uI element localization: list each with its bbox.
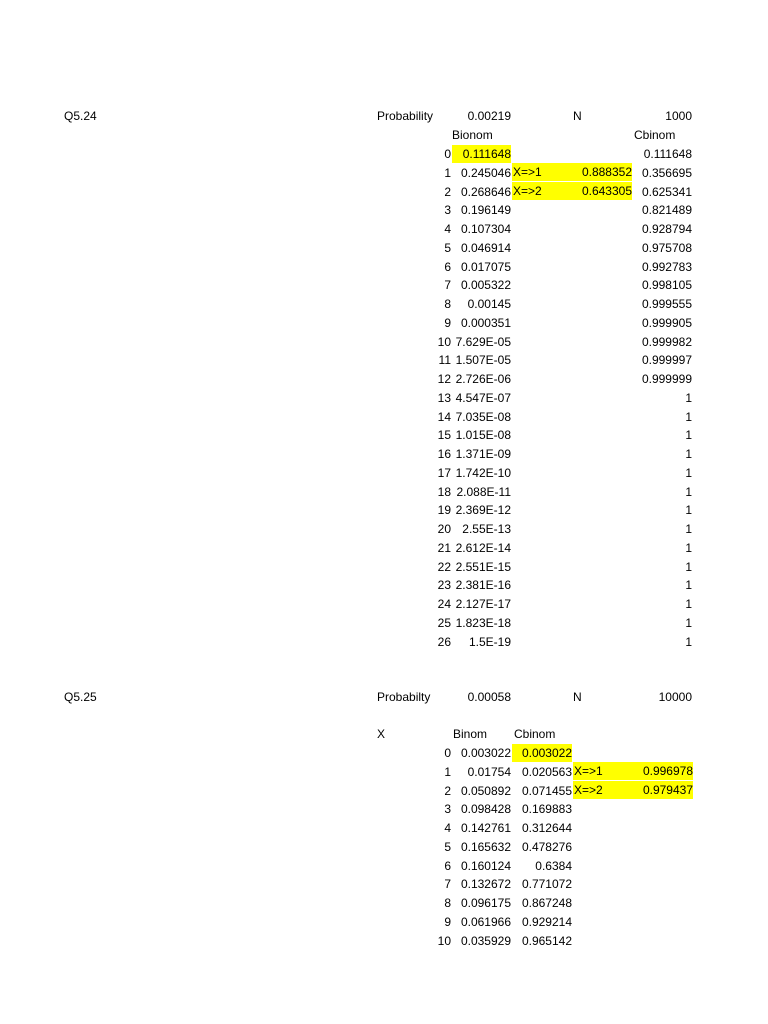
q524-row-binom: 0.107304 [460, 222, 511, 236]
q524-row-x: 15 [437, 428, 451, 443]
q524-row-binom: 0.111648 [452, 145, 511, 163]
q525-row-binom: 0.003022 [460, 746, 511, 760]
q524-row-cbinom: 0.992783 [641, 259, 692, 274]
q524-row-binom: 1.5E-19 [468, 634, 511, 649]
q524-row-x: 16 [437, 447, 451, 461]
q524-row-x: 20 [437, 522, 451, 536]
q524-probability-value: 0.00219 [467, 109, 511, 123]
q525-row-binom: 0.098428 [460, 802, 511, 817]
q524-row-cbinom: 0.999555 [641, 297, 692, 311]
q524-row-binom: 0.00145 [467, 297, 511, 311]
q524-row-x: 10 [437, 334, 451, 349]
q524-row-x: 2 [444, 184, 451, 199]
q525-row-binom: 0.160124 [460, 858, 511, 873]
q524-row-x: 9 [444, 315, 451, 330]
q525-row-x: 1 [444, 764, 451, 779]
q525-binom-header: Binom [453, 727, 488, 741]
q525-row-binom: 0.01754 [467, 764, 511, 779]
q524-row-binom: 2.726E-06 [455, 372, 511, 386]
q524-row-x: 0 [444, 147, 451, 161]
q524-row-binom: 2.381E-16 [455, 578, 511, 593]
q524-row-cbinom: 1 [685, 503, 692, 518]
q524-row-cbinom: 0.111648 [643, 147, 692, 161]
q525-cbinom-header: Cbinom [514, 727, 556, 741]
q524-row-binom: 1.507E-05 [455, 353, 511, 368]
q524-label: Q5.24 [64, 109, 97, 123]
q525-row-binom: 0.061966 [460, 914, 511, 929]
q524-row-x: 25 [437, 615, 451, 630]
q524-row-cbinom: 1 [685, 522, 692, 536]
q524-row-binom: 7.629E-05 [455, 334, 511, 349]
q525-row-cbinom: 0.169883 [521, 802, 572, 817]
q525-probability-value: 0.00058 [467, 690, 511, 704]
q525-probability-label: Probabilty [377, 690, 431, 704]
q524-row-x: 8 [444, 297, 451, 311]
q525-ge2-value: 0.979437 [632, 781, 693, 799]
q524-row-binom: 2.369E-12 [455, 503, 511, 518]
q525-row-cbinom: 0.6384 [535, 858, 572, 873]
q525-n-label: N [573, 690, 582, 704]
q525-row-x: 5 [444, 839, 451, 854]
q525-row-cbinom: 0.771072 [521, 877, 572, 892]
q524-row-cbinom: 1 [685, 484, 692, 499]
q524-row-x: 23 [437, 578, 451, 593]
q524-row-cbinom: 1 [685, 428, 692, 443]
q524-row-x: 22 [437, 559, 451, 574]
q525-ge1-value: 0.996978 [632, 762, 693, 780]
q524-row-x: 18 [437, 484, 451, 499]
q524-row-cbinom: 0.999905 [641, 315, 692, 330]
q524-row-x: 17 [437, 465, 451, 480]
q524-ge2-label: X=>2 [512, 182, 573, 200]
q524-row-cbinom: 0.999997 [641, 353, 692, 368]
q524-row-binom: 1.015E-08 [455, 428, 511, 443]
q525-n-value: 10000 [658, 690, 692, 704]
q524-row-cbinom: 0.821489 [641, 203, 692, 218]
q525-row-x: 8 [444, 896, 451, 910]
q525-row-x: 6 [444, 858, 451, 873]
q525-label: Q5.25 [64, 690, 97, 704]
q525-ge1-label: X=>1 [573, 762, 632, 780]
q524-row-x: 3 [444, 203, 451, 218]
q524-ge1-value: 0.888352 [573, 163, 632, 181]
q525-row-x: 0 [444, 746, 451, 760]
q524-row-binom: 1.823E-18 [455, 615, 511, 630]
q524-row-cbinom: 1 [685, 390, 692, 405]
q524-row-binom: 1.742E-10 [455, 465, 511, 480]
q525-row-binom: 0.132672 [460, 877, 511, 892]
q525-row-binom: 0.142761 [460, 821, 511, 835]
q524-row-cbinom: 1 [685, 409, 692, 424]
q524-row-binom: 7.035E-08 [455, 409, 511, 424]
q524-binom-header: Bionom [452, 128, 493, 142]
q525-row-cbinom: 0.071455 [521, 783, 572, 798]
q525-row-x: 2 [444, 783, 451, 798]
q524-ge2-value: 0.643305 [573, 182, 632, 200]
q525-row-x: 7 [444, 877, 451, 892]
q525-row-x: 10 [437, 933, 451, 948]
q524-row-binom: 0.245046 [460, 165, 511, 180]
q524-probability-label: Probability [377, 109, 434, 123]
q524-row-binom: 2.55E-13 [462, 522, 511, 536]
q525-row-cbinom: 0.929214 [521, 914, 572, 929]
q524-row-binom: 0.000351 [460, 315, 511, 330]
q524-row-cbinom: 0.625341 [641, 184, 692, 199]
q524-row-binom: 2.612E-14 [455, 540, 511, 555]
q524-row-binom: 0.196149 [460, 203, 511, 218]
q524-n-value: 1000 [665, 109, 692, 123]
q524-ge1-label: X=>1 [512, 163, 573, 181]
q525-x-header: X [377, 727, 386, 741]
q524-row-cbinom: 0.999982 [641, 334, 692, 349]
q524-row-x: 11 [438, 353, 451, 368]
q524-row-cbinom: 0.356695 [641, 165, 692, 180]
q525-row-x: 9 [444, 914, 451, 929]
q524-row-cbinom: 1 [685, 615, 692, 630]
q525-row-binom: 0.050892 [460, 783, 511, 798]
q524-row-cbinom: 0.928794 [641, 222, 692, 236]
q524-row-cbinom: 1 [685, 559, 692, 574]
q524-row-cbinom: 0.999999 [641, 372, 692, 386]
q525-row-cbinom: 0.020563 [521, 764, 572, 779]
q524-row-x: 5 [444, 240, 451, 255]
q524-row-binom: 2.127E-17 [455, 597, 511, 611]
q524-row-x: 19 [437, 503, 451, 518]
q525-row-cbinom: 0.965142 [521, 933, 572, 948]
q525-row-x: 4 [444, 821, 451, 835]
q524-row-x: 7 [444, 278, 451, 293]
q524-row-cbinom: 1 [685, 634, 692, 649]
q524-row-binom: 1.371E-09 [455, 447, 511, 461]
q524-n-label: N [573, 109, 582, 123]
q524-row-cbinom: 1 [685, 465, 692, 480]
q524-row-x: 14 [437, 409, 451, 424]
q524-row-binom: 2.088E-11 [456, 484, 511, 499]
q524-row-x: 1 [444, 165, 451, 180]
q525-row-binom: 0.165632 [460, 839, 511, 854]
q524-row-x: 13 [437, 390, 451, 405]
q524-row-x: 26 [437, 634, 451, 649]
q524-row-cbinom: 1 [685, 597, 692, 611]
q524-row-binom: 0.005322 [460, 278, 511, 293]
q524-row-x: 6 [444, 259, 451, 274]
q525-row-cbinom: 0.312644 [521, 821, 572, 835]
q524-row-cbinom: 1 [685, 447, 692, 461]
q524-row-binom: 0.268646 [460, 184, 511, 199]
q524-row-x: 4 [444, 222, 451, 236]
q524-row-cbinom: 1 [685, 540, 692, 555]
q524-row-x: 24 [437, 597, 451, 611]
q525-row-binom: 0.096175 [460, 896, 511, 910]
q524-row-binom: 4.547E-07 [455, 390, 511, 405]
q525-row-cbinom: 0.478276 [521, 839, 572, 854]
q525-row-binom: 0.035929 [460, 933, 511, 948]
q524-row-x: 12 [437, 372, 451, 386]
q525-row-x: 3 [444, 802, 451, 817]
q525-ge2-label: X=>2 [573, 781, 632, 799]
q525-row-cbinom: 0.867248 [521, 896, 572, 910]
q524-row-binom: 0.046914 [460, 240, 511, 255]
q524-cbinom-header: Cbinom [634, 128, 676, 142]
q524-row-x: 21 [437, 540, 451, 555]
q525-row-cbinom: 0.003022 [512, 744, 572, 762]
q524-row-binom: 2.551E-15 [455, 559, 511, 574]
q524-row-cbinom: 1 [685, 578, 692, 593]
q524-row-cbinom: 0.975708 [641, 240, 692, 255]
q524-row-binom: 0.017075 [460, 259, 511, 274]
q524-row-cbinom: 0.998105 [641, 278, 692, 293]
